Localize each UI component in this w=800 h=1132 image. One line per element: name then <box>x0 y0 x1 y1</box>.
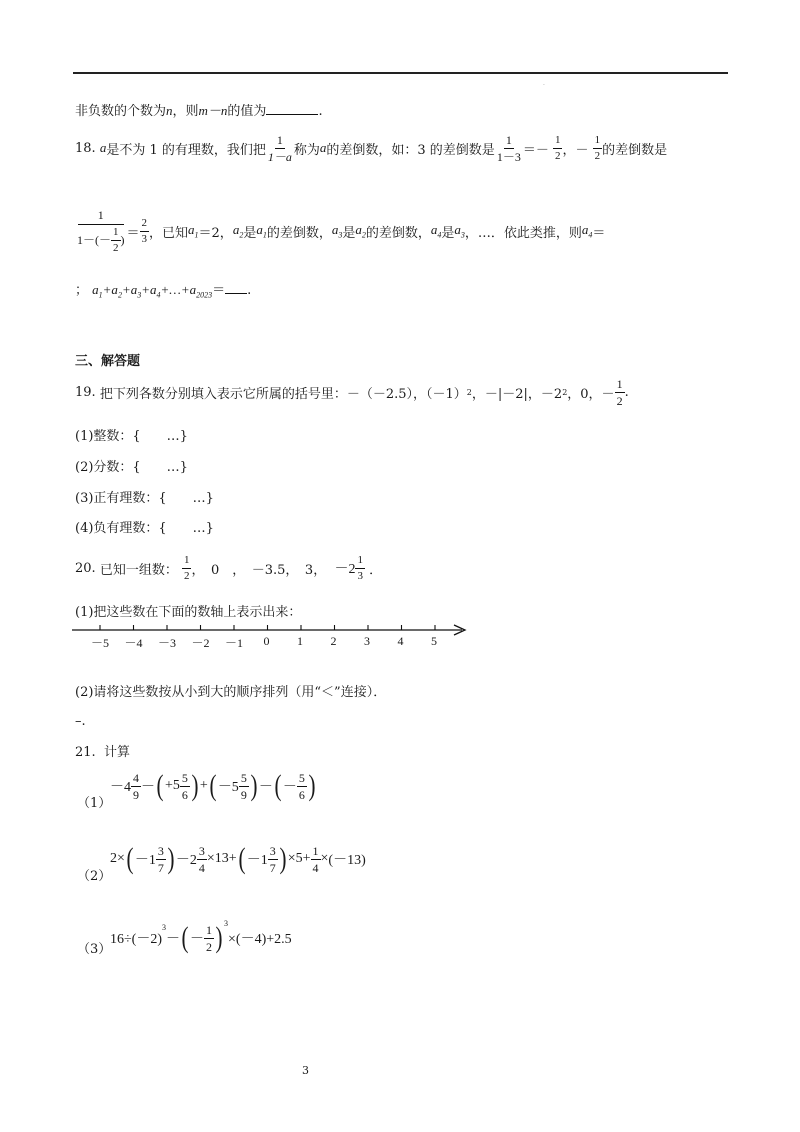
q18-text: 是 <box>342 225 356 241</box>
axis-tick-label: 5 <box>431 634 437 648</box>
q20-part2: (2)请将这些数按从小到大的顺序排列（用“＜”连接）． <box>75 685 387 700</box>
q18-text: ＝2， <box>198 225 233 241</box>
q18-text: 是不为 1 的有理数，我们把 <box>106 142 266 158</box>
q19-item: (2)分数：{ …} <box>75 460 188 475</box>
q18-text: ，…．依此类推，则 <box>464 225 582 241</box>
q20-text: 已知一组数： <box>99 562 178 578</box>
q18-text: 的差倒数是 <box>602 142 668 158</box>
q18-text: 的差倒数， <box>365 225 431 241</box>
question-number: 20. <box>75 560 96 576</box>
q19-text: ，－|－2|，－2 <box>471 386 563 402</box>
q17-var-n: n <box>166 103 173 118</box>
problem-2-expr: 2× ( －1 $\frac{3}{7}$ ) －2 $\frac{3}{4}$ ×13+ ( －1 $\frac{3}{7}$ ) ×5+ $\frac{1}{4}$ × (－13) <box>110 842 366 875</box>
fraction: $\frac{1}{1-a}$ <box>267 132 292 164</box>
axis-tick-label: －4 <box>124 636 143 650</box>
axis-tick-label: 2 <box>330 634 337 648</box>
question-number: 18. <box>75 140 96 156</box>
fraction: $\frac{1}{3}$ <box>357 553 363 582</box>
a3: $a_3$ <box>454 222 465 240</box>
a4: $a_4$ <box>430 222 442 240</box>
var-a: a <box>99 140 107 155</box>
q18-text: ，已知 <box>149 225 189 241</box>
axis-tick-label: 1 <box>297 634 303 648</box>
axis-tick-label: 0 <box>263 634 270 648</box>
question-number: 21. <box>75 745 96 760</box>
answer-blank[interactable] <box>225 282 247 294</box>
answer-blank[interactable] <box>266 103 318 115</box>
fraction: $\frac{1}{2}$ <box>183 553 190 582</box>
q18-text: 称为 <box>293 142 320 158</box>
sum-expression: $a_1+a_2+a_3+a_4+\dots+a_{2023}$ <box>92 282 213 300</box>
big-fraction: 1 1－(－ $\frac{1}{2}$ ) <box>77 207 125 254</box>
axis-tick-label: 4 <box>397 634 404 648</box>
q18-end: . <box>247 283 252 298</box>
q19-item: (3)正有理数：{ …} <box>75 491 214 506</box>
q17-text: 的值为 <box>227 104 267 119</box>
problem-label: （1） <box>77 796 112 811</box>
axis-tick-label: 3 <box>364 634 370 648</box>
exponent: 2 <box>562 387 568 397</box>
a2: $a_2$ <box>232 222 244 240</box>
var-a: a <box>319 140 327 155</box>
q19-text: 把下列各数分别填入表示它所属的括号里：－（－2.5），（－1） <box>99 386 467 402</box>
q18-text: 的差倒数，如：3 的差倒数是 <box>326 142 495 158</box>
problem-3-expr: 16÷(－2) $^3$ － ( － $\frac{1}{2}$ ) $^3$ ×(－4)+2.5 <box>110 919 292 954</box>
q17-tail <box>75 100 323 119</box>
q19-end: . <box>624 384 629 400</box>
section-title: 三、解答题 <box>75 354 141 369</box>
fraction: $\frac{2}{3}$ <box>141 216 148 245</box>
fraction: $\frac{1}{2}$ <box>616 376 623 408</box>
q19-stem <box>75 374 629 410</box>
axis-tick-label: －2 <box>191 636 210 650</box>
mixed-whole: －2 <box>334 562 356 577</box>
problem-label: （3） <box>77 942 112 957</box>
q18-text: 是 <box>441 225 455 241</box>
q18-text: ＝ <box>592 225 606 241</box>
a4: $a_4$ <box>581 222 593 240</box>
q19-text: ，0，－ <box>567 386 615 402</box>
exponent: 2 <box>466 387 472 397</box>
fraction: $\frac{4}{9}$ <box>133 770 139 802</box>
fraction: $\frac{1}{2}$ <box>594 133 601 162</box>
q20-part1: (1)把这些数在下面的数轴上表示出来： <box>75 605 302 620</box>
answer-line: –. <box>75 714 86 729</box>
q20-end: ． <box>369 562 383 578</box>
a2: $a_2$ <box>355 222 366 240</box>
fraction: $\frac{1}{2}$ <box>554 133 561 162</box>
q18-text: 是 <box>243 225 257 241</box>
question-number: 19. <box>75 384 96 400</box>
q20-stem <box>75 550 382 586</box>
q21-header <box>75 741 130 760</box>
q18-text: ＝－ <box>522 142 549 158</box>
q18-text: 的差倒数， <box>266 225 332 241</box>
q18-text: ＝ <box>212 283 226 298</box>
q17-expr: m－n <box>198 103 228 118</box>
q17-text: ，则 <box>172 104 199 119</box>
axis-tick-label: －5 <box>91 636 110 650</box>
q19-item: (4)负有理数：{ …} <box>75 521 214 536</box>
axis-tick-label: －1 <box>225 636 244 650</box>
problem-1-expr: －4 $\frac{4}{9}$ － ( +5 $\frac{5}{6}$ ) + ( －5 $\frac{5}{9}$ ) － ( － $\frac{5}{6}$ ) <box>110 769 316 802</box>
a3: $a_3$ <box>331 222 343 240</box>
q19-item: (1)整数：{ …} <box>75 429 188 444</box>
page-number: 3 <box>302 1064 309 1077</box>
q17-end: . <box>318 104 323 119</box>
q18-text: ； <box>75 283 89 298</box>
a1: $a_1$ <box>188 222 199 240</box>
q21-title: 计算 <box>103 745 130 760</box>
q20-text: ， 0 ， －3.5， 3， <box>191 562 327 578</box>
a1: $a_1$ <box>256 222 267 240</box>
q18-line2 <box>75 203 605 259</box>
fraction: $\frac{1}{1-3}$ <box>496 132 521 164</box>
problem-label: （2） <box>77 869 112 884</box>
q18-line1 <box>75 128 667 168</box>
header-rule <box>73 72 728 74</box>
q18-line3 <box>75 279 251 300</box>
q17-text: 非负数的个数为 <box>75 104 167 119</box>
axis-tick-label: －3 <box>158 636 177 650</box>
q18-text: ＝ <box>126 225 140 241</box>
dot-mark: · <box>543 82 545 89</box>
q18-text: ，－ <box>562 142 589 158</box>
